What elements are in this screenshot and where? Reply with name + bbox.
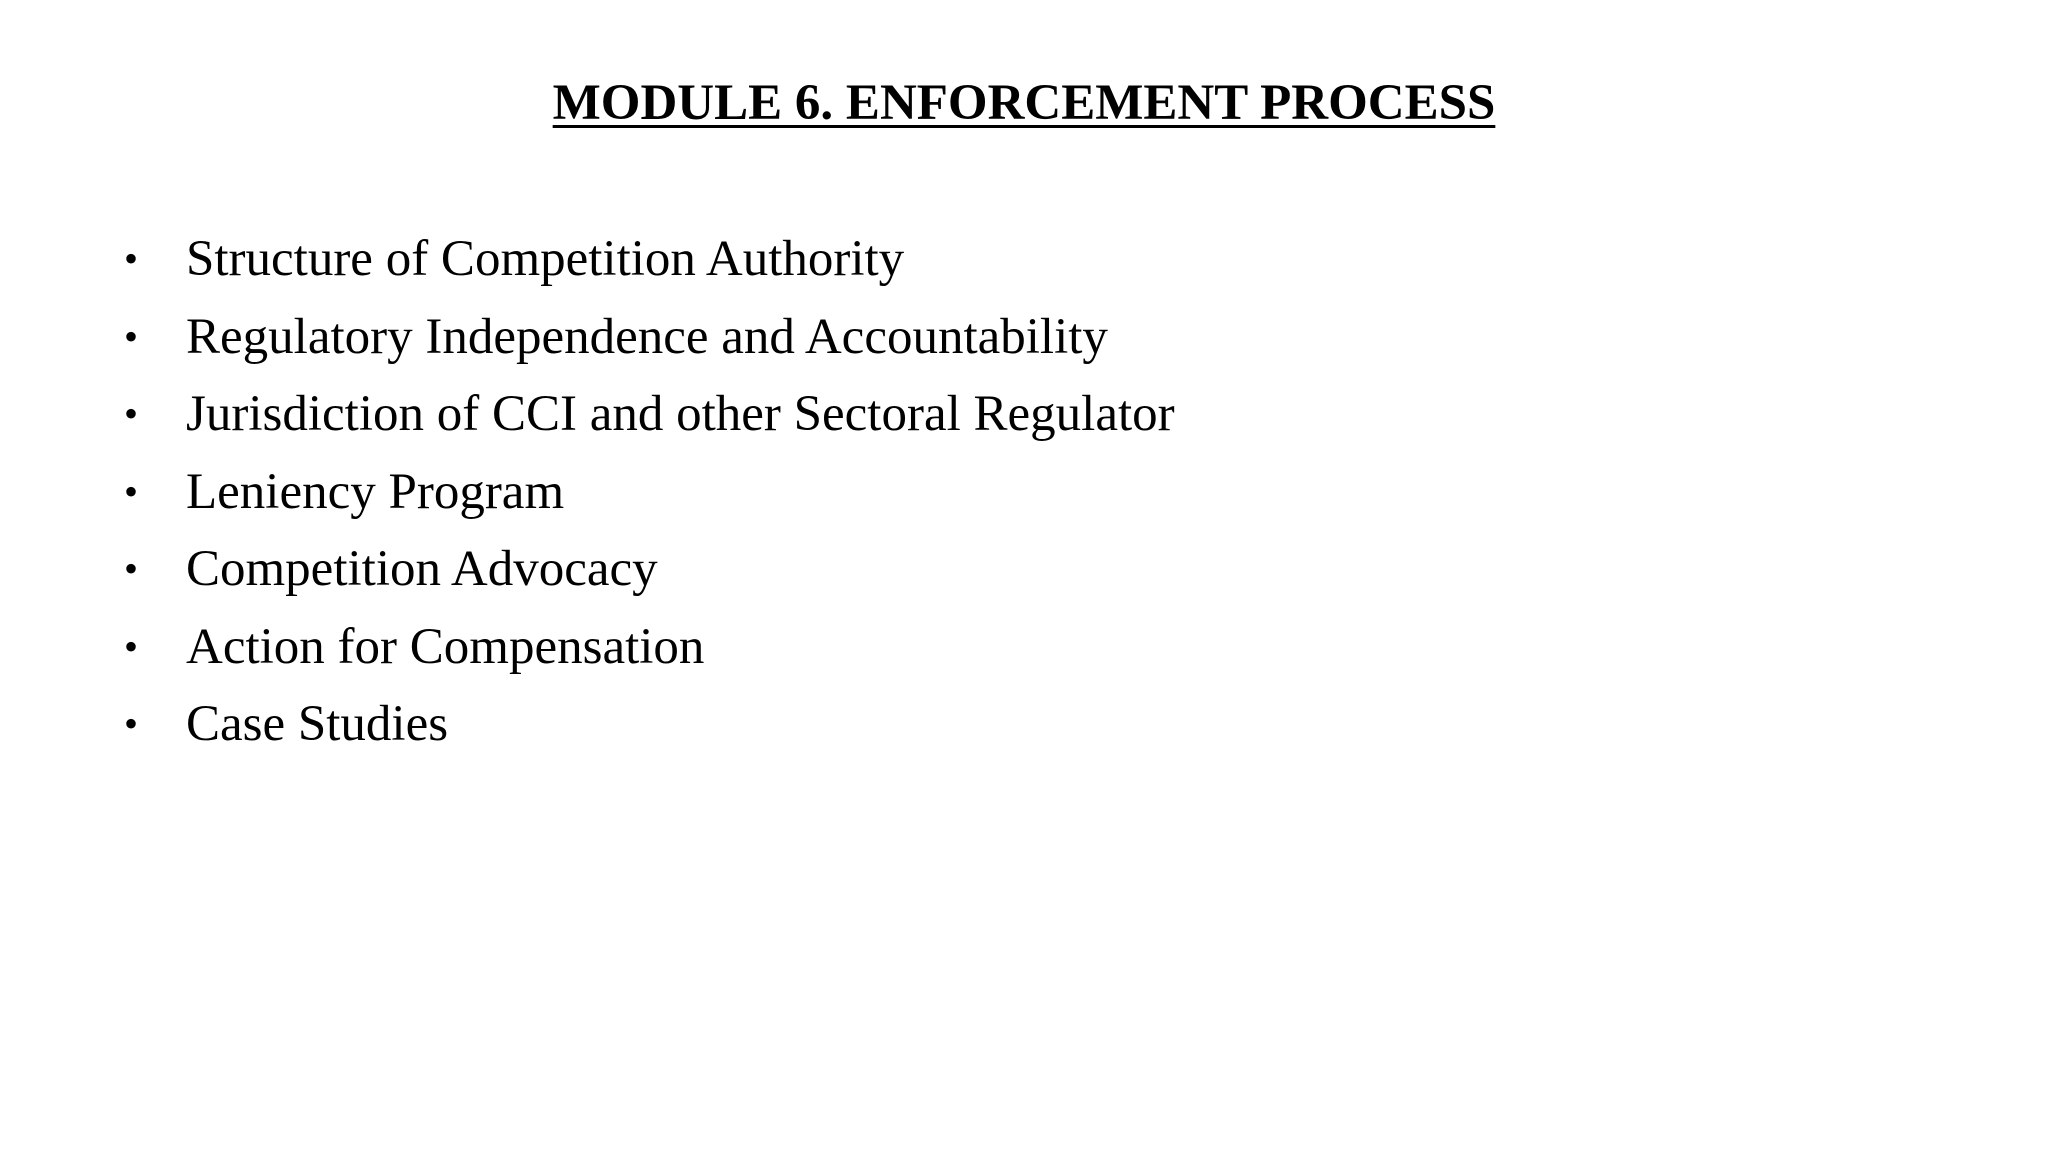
- bullet-item: [124, 459, 1824, 537]
- bullet-text: Regulatory Independence and Accountability: [186, 308, 1108, 365]
- bullet-item: [124, 691, 1824, 769]
- bullet-text: Jurisdiction of CCI and other Sectoral Regulator: [186, 386, 1175, 442]
- bullet-icon: •: [124, 546, 139, 591]
- slide-title-text: MODULE 6. ENFORCEMENT PROCESS: [552, 75, 1496, 131]
- bullet-text: Leniency Program: [186, 463, 565, 520]
- bullet-icon: •: [124, 236, 139, 281]
- bullet-item: [124, 536, 1824, 614]
- bullet-text: Structure of Competition Authority: [186, 231, 905, 287]
- bullet-icon: •: [124, 468, 139, 514]
- bullet-list: [124, 226, 1824, 769]
- bullet-icon: •: [124, 391, 139, 436]
- bullet-item: [124, 304, 1824, 382]
- bullet-item: [124, 226, 1824, 304]
- slide-title: [0, 72, 2048, 134]
- bullet-icon: •: [124, 701, 139, 746]
- bullet-text: Action for Compensation: [186, 618, 705, 675]
- bullet-item: [124, 614, 1824, 692]
- bullet-icon: •: [124, 313, 139, 359]
- bullet-text: Case Studies: [186, 696, 449, 752]
- bullet-text: Competition Advocacy: [186, 541, 658, 597]
- bullet-item: [124, 381, 1824, 459]
- bullet-icon: •: [124, 623, 139, 669]
